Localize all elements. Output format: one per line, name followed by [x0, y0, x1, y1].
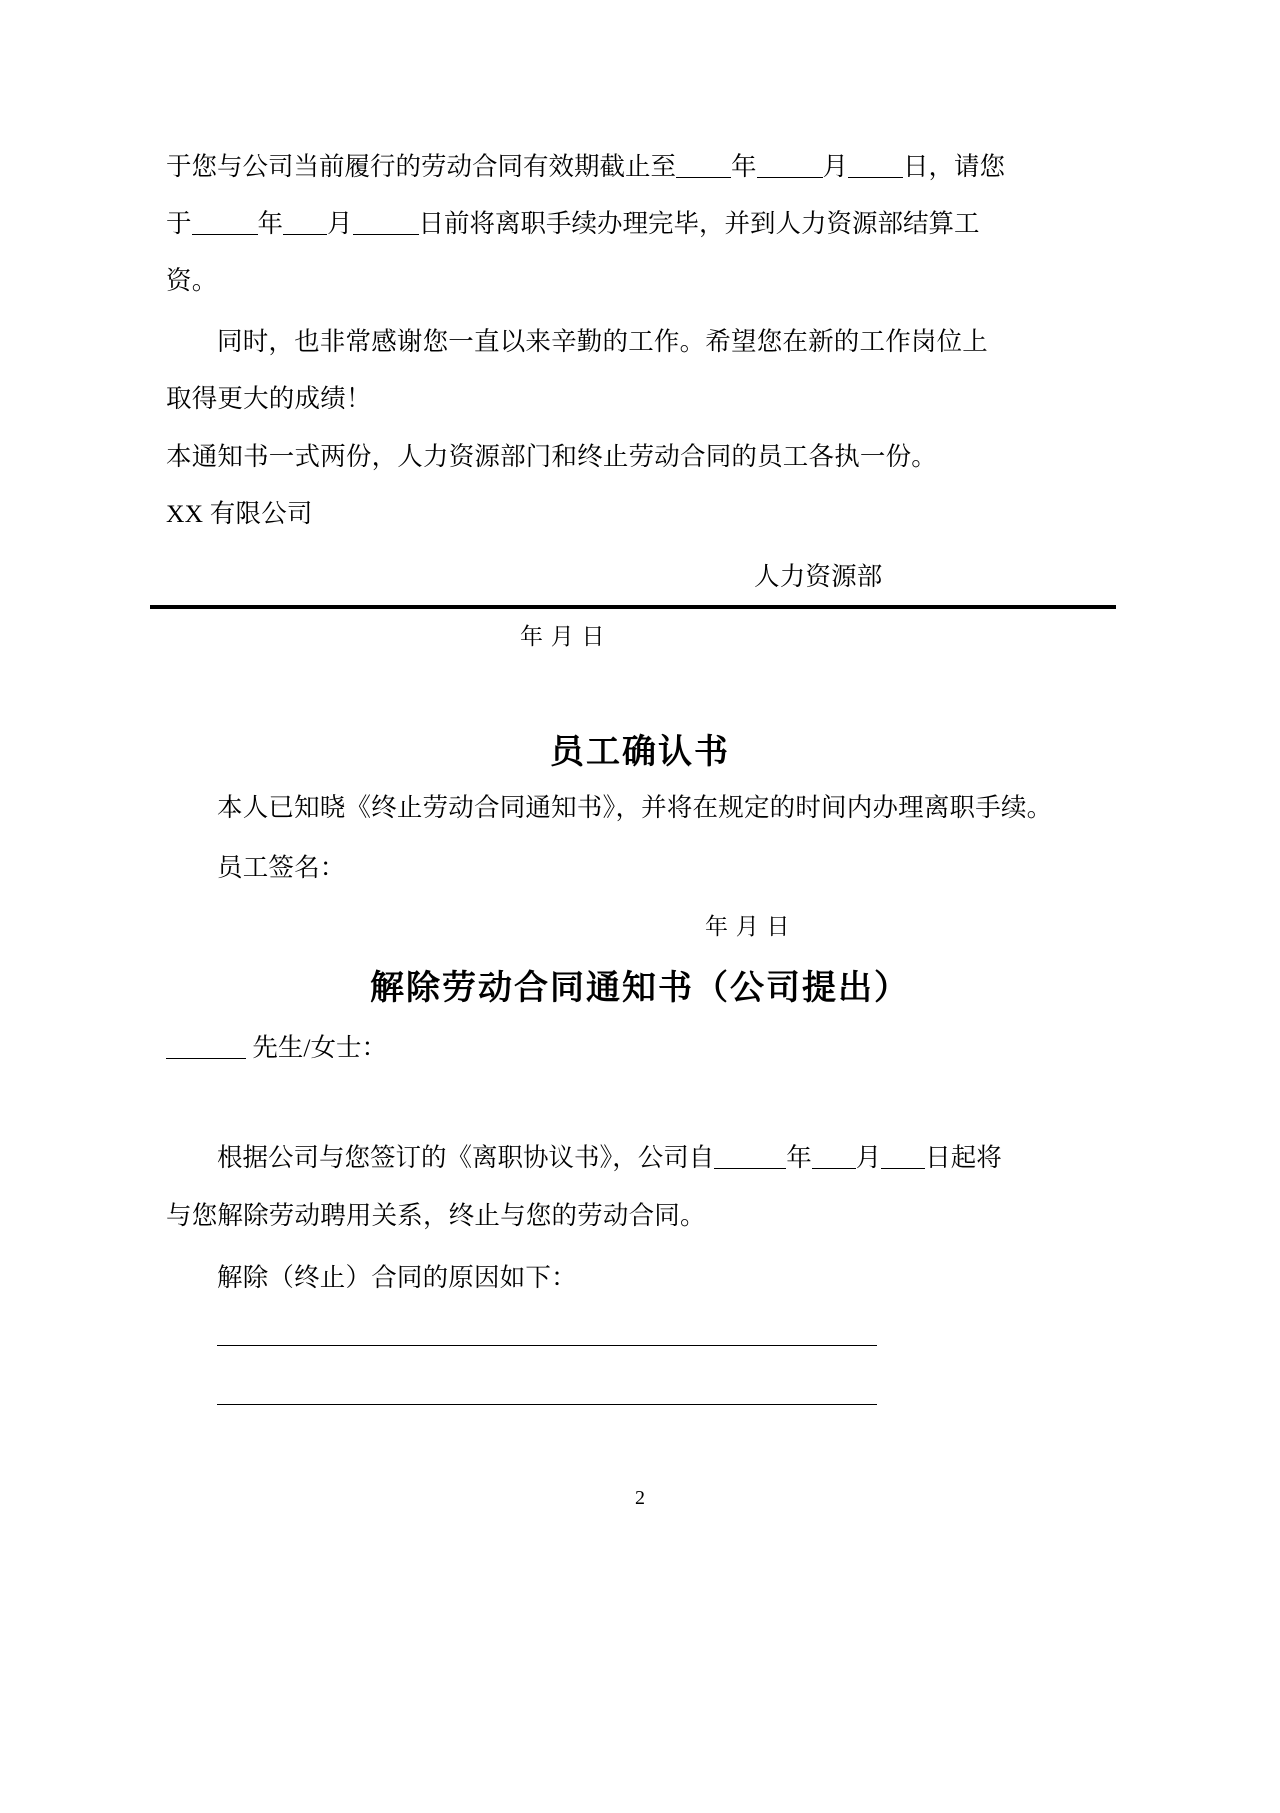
employee-signature-label: 员工签名：	[217, 853, 346, 882]
employee-confirmation-title: 员工确认书	[550, 734, 730, 771]
hr-department-signature: 人力资源部	[754, 562, 883, 591]
blank-day-3	[881, 1168, 925, 1169]
label-year-2: 年	[257, 209, 284, 238]
hr-date-line: 年 月 日	[520, 624, 606, 649]
salutation-suffix: 先生/女士：	[252, 1033, 387, 1062]
dissolution-para-1-prefix: 根据公司与您签订的《离职协议书》，公司自	[217, 1143, 715, 1172]
blank-month-3	[812, 1168, 856, 1169]
blank-month-1	[757, 177, 823, 178]
employee-confirmation-body: 本人已知晓《终止劳动合同通知书》，并将在规定的时间内办理离职手续。	[217, 793, 1053, 822]
label-month-3: 月	[855, 1143, 882, 1172]
dissolution-para-1-line-2: 与您解除劳动聘用关系，终止与您的劳动合同。	[166, 1201, 706, 1230]
label-year-3: 年	[786, 1143, 812, 1172]
page-number: 2	[635, 1487, 645, 1509]
label-day-1: 日，请您	[903, 152, 1006, 181]
label-month-2: 月	[327, 209, 353, 238]
reason-blank-line-2	[217, 1404, 877, 1405]
notice-line-2-rest: 日前将离职手续办理完毕，并到人力资源部结算工	[418, 209, 980, 238]
blank-month-2	[283, 234, 327, 235]
blank-employee-name	[166, 1058, 246, 1059]
company-name: XX 有限公司	[166, 499, 313, 528]
notice-line-2	[166, 204, 980, 240]
dissolution-notice-title: 解除劳动合同通知书（公司提出）	[370, 970, 910, 1007]
section-divider	[150, 605, 1116, 609]
salutation-row	[166, 1028, 387, 1064]
notice-line-3: 资。	[166, 266, 218, 295]
label-year-1: 年	[731, 152, 757, 181]
notice-line-2-prefix: 于	[166, 209, 192, 238]
notice-line-1-text: 于您与公司当前履行的劳动合同有效期截止至	[166, 152, 677, 181]
blank-year-1	[676, 177, 731, 178]
label-day-3: 日起将	[925, 1143, 1002, 1172]
blank-year-2	[192, 234, 258, 235]
reason-blank-line-1	[217, 1345, 877, 1346]
notice-line-1	[166, 147, 1005, 183]
label-month-1: 月	[822, 152, 849, 181]
blank-year-3	[714, 1168, 786, 1169]
notice-copies-statement: 本通知书一式两份，人力资源部门和终止劳动合同的员工各执一份。	[166, 442, 938, 471]
dissolution-reason-label: 解除（终止）合同的原因如下：	[217, 1263, 577, 1292]
employee-confirmation-date-line: 年 月 日	[705, 914, 791, 939]
dissolution-para-1	[166, 1138, 1002, 1174]
blank-day-1	[848, 177, 903, 178]
notice-thanks-line-2: 取得更大的成绩！	[166, 384, 372, 413]
notice-thanks-line-1: 同时，也非常感谢您一直以来辛勤的工作。希望您在新的工作岗位上	[217, 327, 989, 356]
blank-day-2	[353, 234, 419, 235]
